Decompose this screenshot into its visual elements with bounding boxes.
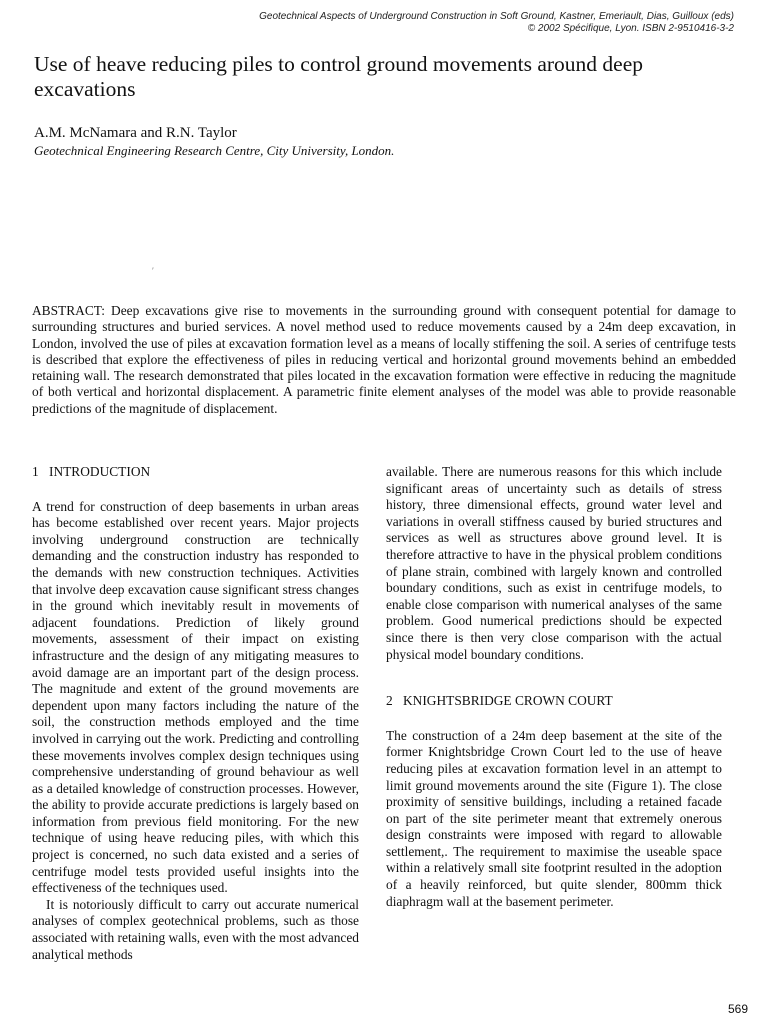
section-title: KNIGHTSBRIDGE CROWN COURT — [403, 693, 613, 709]
knightsbridge-paragraph-1: The construction of a 24m deep basement at the site of the former Knightsbridge Crown Court led to the use of heave reducing piles at excavation formation level in an attempt to limit ground movements around the site (Figure 1). The close proximity of sensitive buildings, including a retained facade on part of the site perimeter meant that extremely onerous design constraints were imposed with regard to allowable settlement,. The requirement to maximise the useable space within a relatively small site footprint resulted in the adoption of a heavily reinforced, but quite slender, 800mm thick diaphragm wall at the basement perimeter. — [386, 727, 722, 909]
running-header-citation: Geotechnical Aspects of Underground Construction in Soft Ground, Kastner, Emeriault, Dias, Guilloux (eds) — [259, 11, 734, 22]
abstract: ABSTRACT: Deep excavations give rise to movements in the surrounding ground with consequent potential for damage to surrounding structures and buried services. A novel method used to reduce movements caused by a 24m deep excavation, in London, involved the use of piles at excavation formation level as a means of locally stiffening the soil. A series of centrifuge tests is described that explore the effectiveness of piles in reducing vertical and horizontal ground movements behind an embedded retaining wall. The research demonstrated that piles located in the excavation formation were effective in reducing the magnitude of both vertical and horizontal displacement. A parametric finite element analyses of the model was able to provide reasonable predictions of the magnitude of displacement. — [32, 303, 736, 416]
introduction-paragraph-2: It is notoriously difficult to carry out accurate numerical analyses of complex geotechnical problems, such as those associated with retaining walls, even with the most advanced analytical methods — [32, 896, 359, 962]
section-heading-introduction — [32, 464, 359, 481]
paper-title: Use of heave reducing piles to control ground movements around deep excavations — [34, 52, 643, 101]
authors: A.M. McNamara and R.N. Taylor — [34, 125, 237, 141]
introduction-paragraph-2-continued: available. There are numerous reasons for this which include significant areas of uncertainty such as details of stress history, three dimensional effects, ground water level and variations in overall stiffness caused by buried structures and services as well as structures above ground level. It is therefore attractive to have in the physical problem conditions of plane strain, combined with largely known and controlled boundary conditions, such as exist in centrifuge models, to enable close comparison with numerical analyses of the same problem. Good numerical predictions should be expected since there is then very close comparison with the actual physical model boundary conditions. — [386, 464, 722, 662]
section-heading-knightsbridge — [386, 693, 722, 710]
running-header — [114, 11, 734, 35]
section-title: INTRODUCTION — [49, 464, 151, 479]
stray-mark: ′ — [152, 266, 154, 276]
section-number: 2 — [386, 693, 393, 709]
introduction-paragraph-1: A trend for construction of deep basements in urban areas has become established over recent years. Major projects involving underground construction are technically demanding and the construction industry has responded to the demands with new construction techniques. Activities that involve deep excavation cause significant stress changes in the ground which inevitably result in movements of adjacent foundations. Prediction of likely ground movements, assessment of their impact on existing infrastructure and the design of any mitigating measures to avoid damage are an important part of the design process. The magnitude and extent of the ground movements are dependent upon many factors including the nature of the soil, the construction methods employed and the time involved in carrying out the work. Predicting and controlling these movements involves complex design techniques using comprehensive understanding of ground behaviour as well as a detailed knowledge of construction processes. However, the ability to provide accurate predictions is largely based on information from previous field monitoring. For the new technique of using heave reducing piles, with which this project is concerned, no such data existed and a series of centrifuge model tests provided useful insights into the effectiveness of the techniques used. — [32, 498, 359, 896]
affiliation: Geotechnical Engineering Research Centre, City University, London. — [34, 143, 395, 158]
left-column — [32, 464, 359, 963]
running-header-copyright: © 2002 Spécifique, Lyon. ISBN 2-9510416-3-2 — [527, 23, 734, 34]
right-column — [386, 464, 722, 910]
page-number: 569 — [727, 1002, 748, 1016]
section-number: 1 — [32, 464, 39, 479]
